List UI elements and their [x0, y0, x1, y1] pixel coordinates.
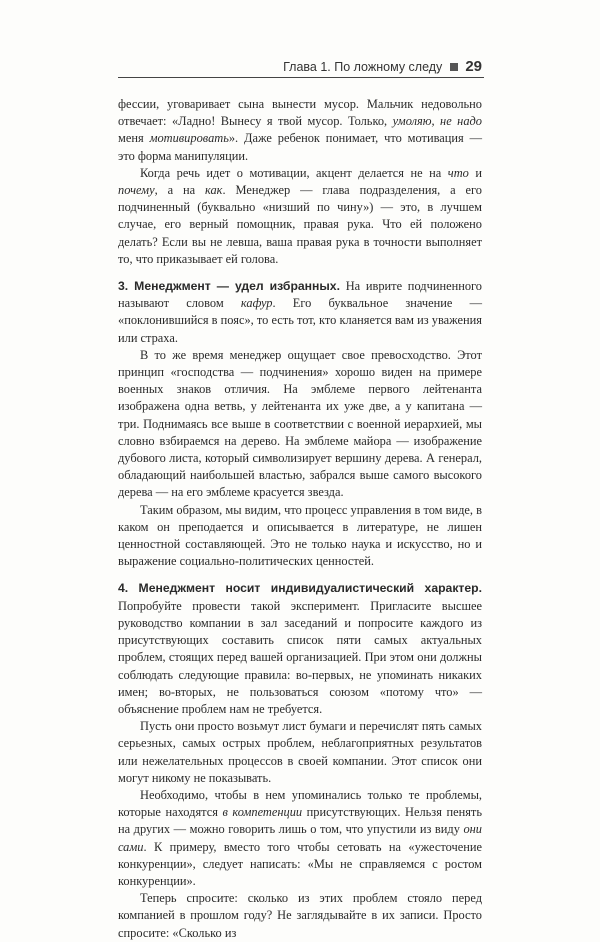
running-header	[283, 58, 482, 75]
paragraph-4: В то же время менеджер ощущает свое превосходство. Этот принцип «господства — подчинения» хорошо виден на примере военных знаков отличия. На эмблеме первого лейтенанта изображена одна ветвь, у лейтенанта их уже две, а у капитана — три. Поднимаясь все выше в соответствии с военной иерархией, мы словно взбираемся на дерево. На эмблеме майора — изображение дубового листа, который символизирует вершину дерева. А генерал, обладающий наибольшей властью, забрался выше самого высокого дерева — на его эмблеме красуется звезда.	[118, 347, 482, 500]
page-number: 29	[465, 58, 482, 75]
chapter-title: Глава 1. По ложному следу	[283, 59, 443, 74]
section-3-paragraph: 3. Менеджмент — удел избранных. На иврите подчиненного называют словом кафур. Его буквальное значение — «поклонившийся в пояс», то есть тот, кто кланяется вам из уважения или страха.	[118, 279, 483, 345]
paragraph-1: фессии, уговаривает сына вынести мусор. Мальчик недовольно отвечает: «Ладно! Вынесу я твой мусор. Только, умоляю, не надо меня мотивировать». Даже ребенок понимает, что мотивация — это форма манипуляции.	[118, 97, 483, 163]
paragraph-7: Пусть они просто возьмут лист бумаги и перечислят пять самых серьезных, самых острых проблем, неблагоприятных результатов или нежелательных процессов в своей компании. Этот список они могут никому не показывать.	[118, 719, 482, 785]
paragraph-8: Необходимо, чтобы в нем упоминались только те проблемы, которые находятся в компетенции присутствующих. Нельзя пенять на других — можно говорить лишь о том, что упустили из виду они сами. К примеру, вместо того чтобы сетовать на «ужесточение конкуренции», следует написать: «Мы не справляемся с ростом конкуренции».	[118, 787, 482, 888]
paragraph-5: Таким образом, мы видим, что процесс управления в том виде, в каком он преподается и описывается в литературе, не лишен ценностной составляющей. Это не только наука и искусство, но и выражение социально-политических ценностей.	[118, 502, 482, 569]
section-4-heading: 4. Менеджмент носит индивидуалистический характер.	[118, 581, 482, 596]
paragraph-2: Когда речь идет о мотивации, акцент делается не на что и почему, а на как. Менеджер — глава подразделения, а его подчиненный (буквально «низший по чину») — это, в лучшем случае, его верный помощник, правая рука. Что ей положено делать? Если вы не левша, ваша правая рука в точности выполняет то, что приказывает ей голова.	[118, 165, 482, 266]
square-bullet-icon	[450, 63, 458, 71]
section-4-paragraph: 4. Менеджмент носит индивидуалистический характер. Попробуйте провести такой эксперимент. Пригласите высшее руководство компании в зал заседаний и попросите каждого из присутствующих составить список пяти самых актуальных проблем, стоящих перед вашей организацией. При этом они должны соблюдать следующие правила: во-первых, не упоминать никаких имен; во-вторых, не пользоваться союзом «потому что» — объяснение проблем нам не требуется.	[118, 581, 482, 716]
section-3-heading: 3. Менеджмент — удел избранных.	[118, 279, 340, 294]
paragraph-9: Теперь спросите: сколько из этих проблем стояло перед компанией в прошлом году? Не заглядывайте в их записи. Просто спросите: «Сколько из	[118, 891, 482, 940]
page-body	[118, 96, 482, 942]
header-rule	[118, 77, 484, 78]
